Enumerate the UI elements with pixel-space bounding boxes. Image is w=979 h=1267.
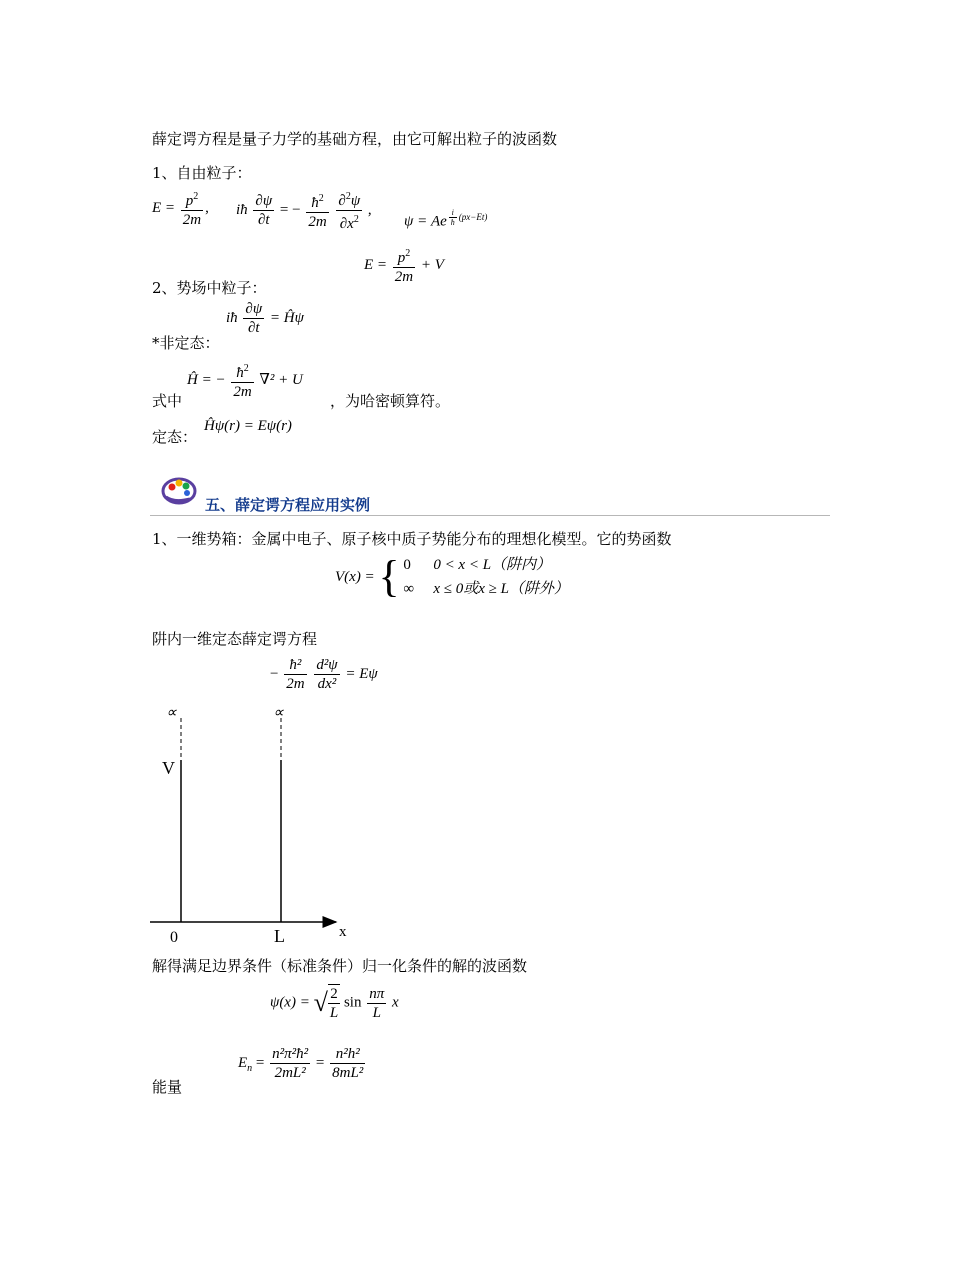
ham-num: ħ (236, 365, 244, 381)
energy-lhs: E (238, 1054, 248, 1071)
inside-schrodinger-eq (270, 656, 378, 693)
inside-eq-label: 阱内一维定态薛定谔方程 (152, 630, 318, 648)
x-label: x (339, 924, 347, 940)
sep-1: , (205, 199, 209, 216)
nonstat-num: ∂ψ (245, 301, 263, 317)
brace: { (378, 552, 400, 601)
case1-val: 0 (403, 557, 411, 573)
hamiltonian-eq: Ĥ = − $\frac{ħ^2}{2m}$ ∇² + U (187, 360, 303, 401)
section-title: 五、薛定谔方程应用实例 (205, 496, 371, 514)
schrod-den1: 2m (286, 676, 305, 692)
free-particle-label: 1、自由粒子： (152, 164, 252, 182)
ham-rhs: ∇² + U (259, 371, 303, 388)
free-particle-schrodinger-eq: iħ $\frac{\partial\psi}{\partial t}$ = − $\frac{ħ^2}{2m}$ $\frac{\partial^2\psi}{\partial x^2}$ , (236, 188, 372, 233)
hamiltonian-prefix: 式中 (152, 392, 183, 410)
energy-lhs-sub: n (247, 1062, 253, 1074)
wavefunction-eq: ψ(x) = √ $\frac{2}{L}$ sin $\frac{n\pi}{L}$ x (270, 985, 399, 1021)
energy-den1: 2mL² (274, 1065, 306, 1081)
case1-cond: 0 < x < L（阱内） (433, 557, 552, 573)
nonstat-den: ∂t (247, 320, 260, 336)
case2-cond: x ≤ 0或x ≥ L（阱外） (433, 581, 569, 597)
solution-label: 解得满足边界条件（标准条件）归一化条件的解的波函数 (152, 957, 528, 975)
schrod-num2: d²ψ (316, 657, 338, 673)
well-intro: 1、一维势箱：金属中电子、原子核中质子势能分布的理想化模型。它的势函数 (152, 530, 672, 548)
v-lhs: V(x) = (335, 569, 375, 585)
schrod-lhs: iħ (236, 201, 248, 218)
energy-levels-eq: $E_n$ = $\frac{\text{n²π²ħ²}}{\text{2mL²}}$ = $\frac{\text{n²h²}}{\text{8mL²}}$ (238, 1046, 364, 1081)
sin-label: sin (343, 994, 362, 1011)
pot-energy-num: p (397, 250, 406, 266)
schrod-den: ∂t (257, 212, 270, 228)
ham-lhs: Ĥ = − (187, 371, 226, 388)
potential-particle-label: 2、势场中粒子： (152, 279, 267, 297)
energy-num2: n²h² (330, 1045, 365, 1064)
plane-wave-base: ψ = Ae (404, 213, 447, 230)
well-potential-eq (335, 551, 569, 603)
potential-well-diagram (140, 700, 370, 950)
palette-icon (160, 473, 200, 509)
energy-num: p (185, 193, 194, 209)
d2-den: ∂x (339, 216, 354, 232)
stationary-label: 定态： (152, 428, 198, 446)
case2-val: ∞ (403, 581, 415, 597)
pot-energy-rhs: + V (420, 256, 444, 273)
energy-lhs: E = (152, 199, 176, 216)
psi-lhs: ψ(x) = (270, 994, 310, 1011)
sin-den: L (372, 1004, 381, 1021)
psi-tail: x (392, 994, 399, 1011)
energy-num1: n²π²ħ² (272, 1046, 309, 1062)
pot-energy-den: 2m (394, 269, 414, 285)
schrod-minus: − (270, 665, 279, 682)
l-label: L (274, 926, 285, 946)
top-left-label: ∝ (166, 705, 177, 721)
nonstationary-eq (226, 300, 304, 337)
energy-den2: 8mL² (332, 1065, 364, 1081)
plane-wave-eq: ψ = Ae $^{\frac{i}{ħ} (px-Et)}$ (404, 208, 488, 230)
schrod-den2: dx² (317, 676, 337, 692)
stationary-eq: Ĥψ(r) = Eψ(r) (204, 418, 292, 434)
intro-text: 薛定谔方程是量子力学的基础方程，由它可解出粒子的波函数 (152, 130, 558, 148)
sep-2: , (367, 201, 372, 218)
schrod-rhs: = Eψ (345, 665, 378, 682)
energy-den: 2m (182, 212, 202, 228)
hbar-den: 2m (308, 214, 327, 230)
hbar-num: ħ (311, 195, 319, 211)
sin-num: nπ (369, 985, 385, 1002)
origin-label: 0 (170, 929, 178, 946)
top-right-label: ∝ (273, 705, 284, 721)
schrod-num1: ħ² (284, 656, 306, 675)
pot-energy-lhs: E = (364, 256, 388, 273)
hamiltonian-suffix: ，为哈密顿算符。 (330, 392, 451, 410)
ham-den: 2m (233, 384, 252, 400)
sqrt-den: L (329, 1005, 339, 1021)
free-particle-energy-eq: E = $\frac{p^2}{2m}$ , (152, 188, 209, 229)
sqrt-num: 2 (328, 985, 340, 1004)
nonstationary-label: *非定态： (152, 334, 220, 352)
potential-energy-eq: E = $\frac{p^2}{2m}$ + V (364, 245, 444, 286)
nonstat-rhs: = Ĥψ (269, 309, 304, 326)
nonstat-lhs: iħ (226, 309, 238, 326)
d2-num: ∂ (338, 193, 346, 209)
v-label: V (162, 758, 175, 778)
schrod-num: ∂ψ (255, 193, 273, 209)
section-divider (150, 515, 830, 516)
energy-label: 能量 (152, 1078, 183, 1096)
plane-wave-exp: (px−Et) (458, 211, 488, 222)
schrod-mid: = − (279, 201, 301, 218)
